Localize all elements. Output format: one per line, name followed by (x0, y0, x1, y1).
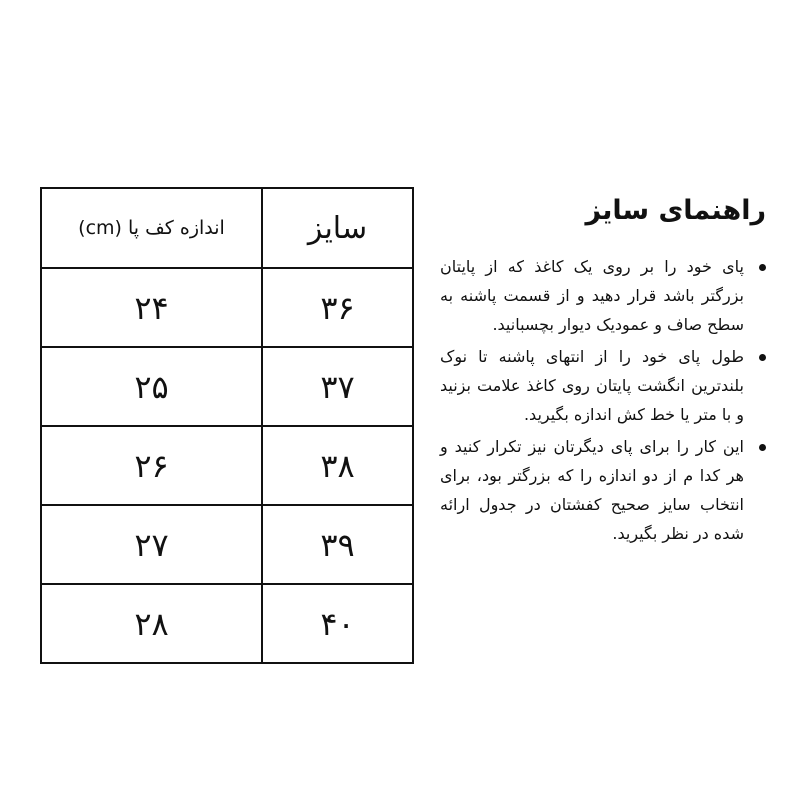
header-foot-length: اندازه کف پا (cm) (41, 188, 262, 268)
guide-step-text: این کار را برای پای دیگرتان نیز تکرار کنید و هر کدا م از دو اندازه را که بزرگتر بود، برای انتخاب سایز صحیح کفشتان در جدول ارائه شده در نظر بگیرید. (440, 436, 744, 543)
table-header-row (41, 188, 413, 268)
guide-step-text: پای خود را بر روی یک کاغذ که از پایتان بزرگتر باشد قرار دهید و از قسمت پاشنه به سطح صاف و عمودیک دیوار بچسبانید. (440, 256, 744, 334)
bullet-icon (759, 354, 766, 361)
size-guide (440, 192, 766, 551)
size-cell: ۴۰ (262, 584, 413, 663)
size-cell: ۳۶ (262, 268, 413, 347)
guide-step (440, 342, 766, 429)
bullet-icon (759, 444, 766, 451)
size-cell: ۳۸ (262, 426, 413, 505)
guide-steps-list (440, 252, 766, 548)
guide-step (440, 252, 766, 339)
table-row (41, 584, 413, 663)
table-row (41, 268, 413, 347)
table-row (41, 505, 413, 584)
guide-step (440, 432, 766, 548)
foot-length-cell: ۲۶ (41, 426, 262, 505)
foot-length-cell: ۲۴ (41, 268, 262, 347)
header-size: سایز (262, 188, 413, 268)
bullet-icon (759, 264, 766, 271)
guide-title: راهنمای سایز (585, 195, 766, 226)
foot-length-cell: ۲۸ (41, 584, 262, 663)
table-row (41, 347, 413, 426)
size-cell: ۳۷ (262, 347, 413, 426)
foot-length-cell: ۲۵ (41, 347, 262, 426)
guide-step-text: طول پای خود را از انتهای پاشنه تا نوک بلندترین انگشت پایتان روی کاغذ علامت بزنید و با متر یا خط کش اندازه بگیرید. (440, 346, 744, 424)
table-row (41, 426, 413, 505)
size-cell: ۳۹ (262, 505, 413, 584)
size-table (40, 187, 414, 664)
foot-length-cell: ۲۷ (41, 505, 262, 584)
